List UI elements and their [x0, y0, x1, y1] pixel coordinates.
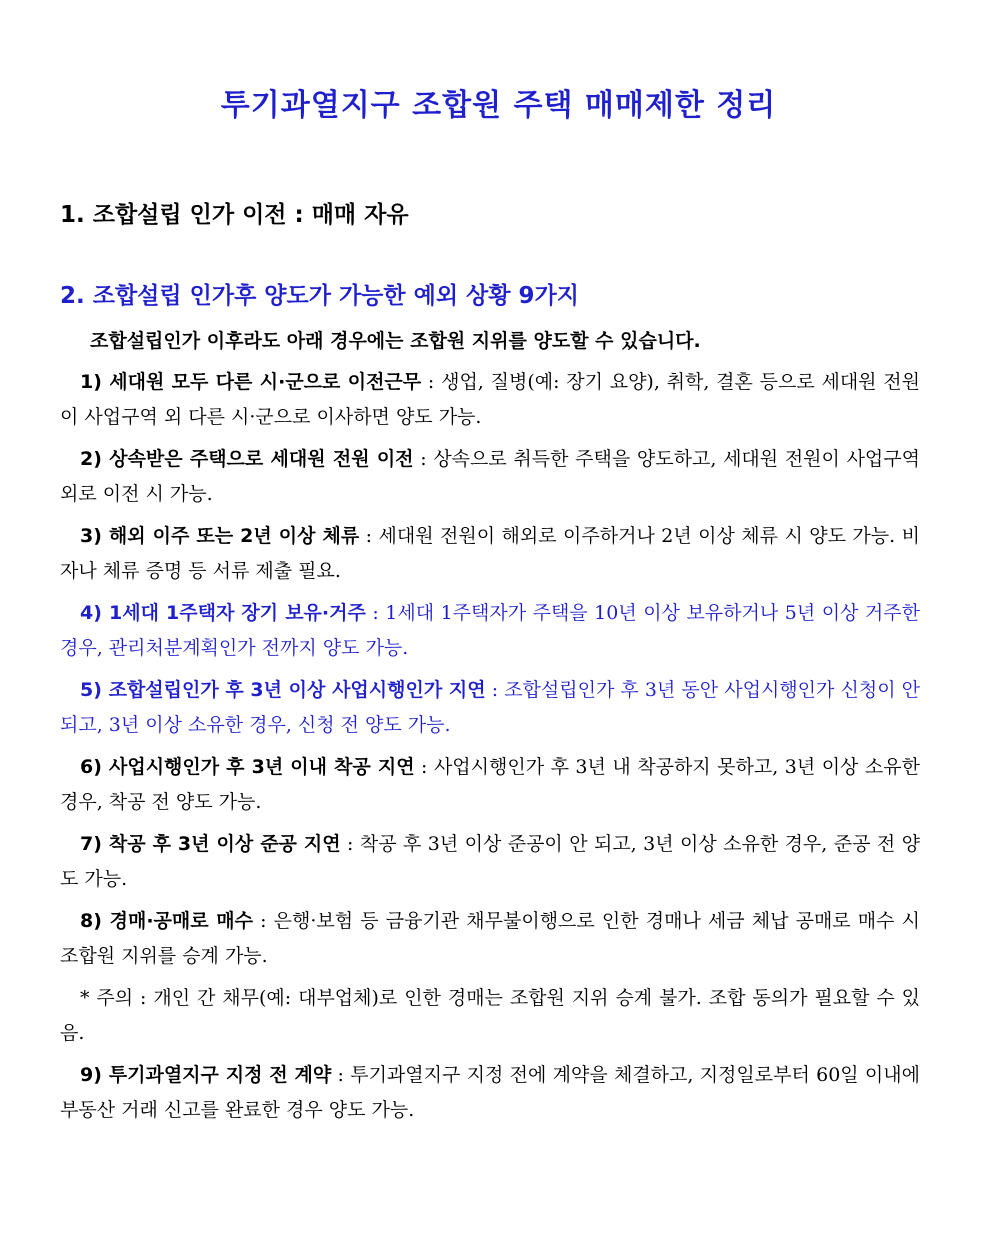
exception-item-1	[60, 365, 920, 435]
exception-item-desc: : 생업, 질병(예: 장기 요양), 취학, 결혼 등으로 세대원 전원이 사업구역 외 다른 시·군으로 이사하면 양도 가능.	[60, 371, 921, 428]
exception-item-6	[60, 750, 920, 820]
exception-list	[60, 365, 920, 1135]
exception-item-7	[60, 827, 920, 897]
exception-item-label: 7) 착공 후 3년 이상 준공 지연	[80, 833, 341, 855]
exception-item-desc: : 투기과열지구 지정 전에 계약을 체결하고, 지정일로부터 60일 이내에 부동산 거래 신고를 완료한 경우 양도 가능.	[60, 1064, 920, 1121]
exception-item-5	[60, 673, 920, 743]
exception-item-desc: : 상속으로 취득한 주택을 양도하고, 세대원 전원이 사업구역 외로 이전 시 가능.	[60, 448, 920, 505]
exception-item-label: 3) 해외 이주 또는 2년 이상 체류	[80, 525, 360, 547]
caution-note	[60, 981, 920, 1051]
exception-item-label: 9) 투기과열지구 지정 전 계약	[80, 1064, 332, 1086]
section-2-heading: 2. 조합설립 인가후 양도가 가능한 예외 상황 9가지	[60, 283, 579, 309]
exception-item-3	[60, 519, 920, 589]
exception-item-desc: : 조합설립인가 후 3년 동안 사업시행인가 신청이 안 되고, 3년 이상 소유한 경우, 신청 전 양도 가능.	[60, 679, 921, 736]
intro-paragraph: 조합설립인가 이후라도 아래 경우에는 조합원 지위를 양도할 수 있습니다.	[90, 330, 701, 352]
exception-item-label: 5) 조합설립인가 후 3년 이상 사업시행인가 지연	[80, 679, 486, 701]
exception-item-desc: : 세대원 전원이 해외로 이주하거나 2년 이상 체류 시 양도 가능. 비자나 체류 증명 등 서류 제출 필요.	[60, 525, 920, 582]
exception-item-label: 6) 사업시행인가 후 3년 이내 착공 지연	[80, 756, 415, 778]
exception-item-9	[60, 1058, 920, 1128]
exception-item-4	[60, 596, 920, 666]
exception-item-label: 4) 1세대 1주택자 장기 보유·거주	[80, 602, 366, 624]
exception-item-label: 8) 경매·공매로 매수	[80, 910, 254, 932]
exception-item-desc: : 1세대 1주택자가 주택을 10년 이상 보유하거나 5년 이상 거주한 경우, 관리처분계획인가 전까지 양도 가능.	[60, 602, 920, 659]
caution-note-text: * 주의 : 개인 간 채무(예: 대부업체)로 인한 경매는 조합원 지위 승계 불가. 조합 동의가 필요할 수 있음.	[60, 987, 920, 1044]
exception-item-label: 2) 상속받은 주택으로 세대원 전원 이전	[80, 448, 414, 470]
exception-item-desc: : 착공 후 3년 이상 준공이 안 되고, 3년 이상 소유한 경우, 준공 전 양도 가능.	[60, 833, 920, 890]
exception-item-desc: : 사업시행인가 후 3년 내 착공하지 못하고, 3년 이상 소유한 경우, 착공 전 양도 가능.	[60, 756, 920, 813]
section-1-heading: 1. 조합설립 인가 이전 : 매매 자유	[60, 202, 409, 228]
document-title: 투기과열지구 조합원 주택 매매제한 정리	[220, 88, 777, 123]
exception-item-8	[60, 904, 920, 974]
exception-item-label: 1) 세대원 모두 다른 시·군으로 이전근무	[80, 371, 422, 393]
exception-item-2	[60, 442, 920, 512]
exception-item-desc: : 은행·보험 등 금융기관 채무불이행으로 인한 경매나 세금 체납 공매로 매수 시 조합원 지위를 승계 가능.	[60, 910, 920, 967]
